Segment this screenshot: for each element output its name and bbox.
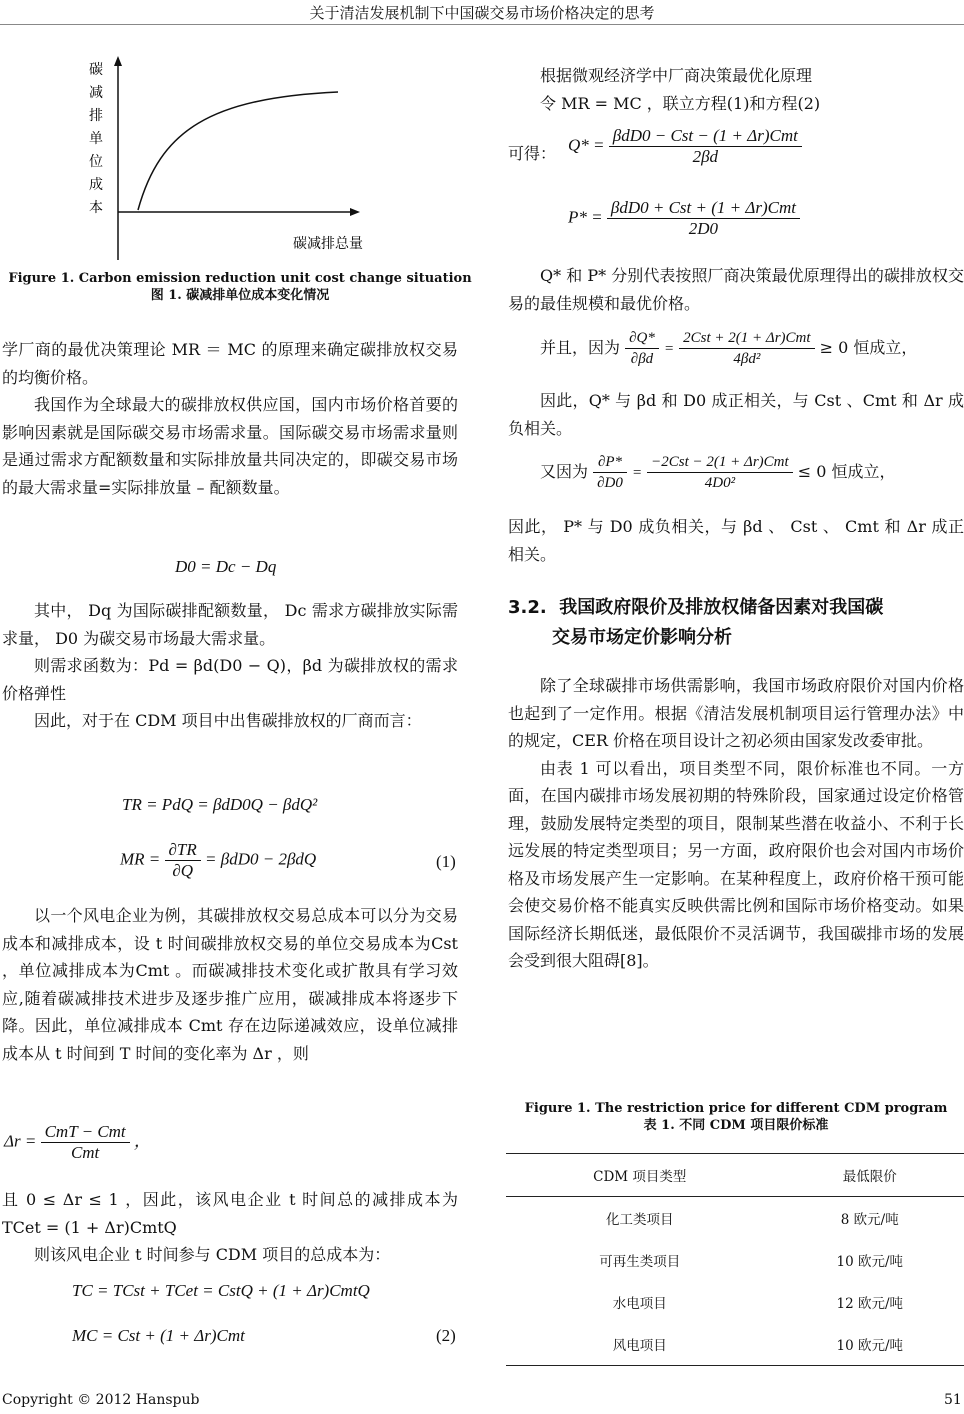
paragraph: 根据微观经济学中厂商决策最优化原理: [540, 66, 813, 85]
numerator: ∂Q*: [625, 328, 659, 349]
section-title-line2: 交易市场定价影响分析: [552, 627, 732, 648]
cell-price: 10 欧元/吨: [836, 1338, 904, 1354]
denominator: 2D0: [688, 219, 719, 238]
denominator: 4D0²: [704, 475, 736, 491]
numerator: ∂P*: [593, 452, 627, 473]
paragraph: 除了全球碳排市场供需影响，我国市场政府限价对国内价格也起到了一定作用。根据《清洁发展机制项目运行管理办法》中的规定，CER 价格在项目设计之初必须由国家发改委审批。: [508, 676, 964, 750]
ylabel-char: 单: [89, 131, 103, 147]
denominator: ∂βd: [630, 351, 654, 367]
fraction: [165, 840, 201, 881]
copyright: Copyright © 2012 Hanspub: [2, 1392, 200, 1408]
y-axis-label: [89, 62, 103, 216]
numerator: βdD0 + Cst + (1 + Δr)Cmt: [607, 198, 800, 219]
caption-en: Figure 1. The restriction price for different CDM program: [524, 1101, 948, 1116]
ylabel-char: 碳: [89, 62, 103, 78]
ylabel-char: 减: [89, 85, 103, 101]
derivative-p-line: [508, 452, 964, 493]
x-axis-label: 碳减排总量: [293, 236, 363, 252]
eq-lhs: Δr =: [4, 1131, 37, 1151]
fraction: [647, 452, 793, 493]
right-column-2: [508, 262, 964, 317]
equation-q-star: [568, 126, 802, 167]
table-header-row: [506, 1154, 964, 1197]
paragraph: 以一个风电企业为例，其碳排放权交易总成本可以分为交易成本和减排成本，设 t 时间碳排放权交易的单位交易成本为Cst ，单位减排成本为Cmt 。而碳减排技术变化或扩散具有学习效应,随着碳减排技术进步及逐步推广应用，碳减排成本将逐步下降。因此，单位减排成本 Cmt 存在边际递减效应，设单位减排成本从 t 时间到 T 时间的变化率为 Δr ，则: [2, 906, 458, 1063]
derivative-q-line: [508, 328, 964, 369]
fraction: [679, 328, 814, 369]
table-row: [506, 1323, 964, 1366]
left-column-3: [2, 902, 458, 1067]
eq-rhs: = βdD0 − 2βdQ: [205, 849, 317, 869]
numerator: βdD0 − Cst − (1 + Δr)Cmt: [609, 126, 802, 147]
cost-curve: [138, 92, 338, 210]
paragraph: Q* 和 P* 分别代表按照厂商决策最优原理得出的碳排放权交易的最佳规模和最优价格。: [508, 266, 964, 313]
left-column: [2, 336, 458, 501]
fraction: [607, 198, 800, 239]
right-column-3: [508, 387, 964, 442]
cell-price: 12 欧元/吨: [836, 1296, 904, 1312]
denominator: Cmt: [70, 1143, 100, 1162]
table-1: [506, 1153, 964, 1366]
denominator: 4βd²: [733, 351, 761, 367]
cell-type: 水电项目: [612, 1296, 667, 1312]
cell-type: 风电项目: [612, 1338, 667, 1354]
equals: =: [663, 341, 675, 357]
equation-dr: [4, 1122, 151, 1163]
section-title-line1: 我国政府限价及排放权储备因素对我国碳: [559, 597, 884, 618]
equation-d0: D0 = Dc − Dq: [175, 557, 277, 576]
figure-1-caption: [0, 270, 480, 304]
numerator: CmT − Cmt: [41, 1122, 130, 1143]
paragraph: 因此， P* 与 D0 成负相关，与 βd 、 Cst 、 Cmt 和 Δr 成正相关。: [508, 517, 964, 564]
ylabel-char: 排: [89, 108, 103, 124]
paragraph: 因此，对于在 CDM 项目中出售碳排放权的厂商而言：: [34, 711, 422, 730]
paragraph: 则需求函数为：Pd = βd(D0 − Q)，βd 为碳排放权的需求价格弹性: [2, 656, 458, 703]
text: 并且，因为: [540, 338, 621, 357]
section-number: 3.2.: [508, 597, 547, 618]
equation-mc: MC = Cst + (1 + Δr)Cmt: [72, 1326, 245, 1345]
eq-tail: ，: [133, 1131, 151, 1151]
table-row: [506, 1197, 964, 1240]
text: ≤ 0 恒成立，: [797, 462, 896, 481]
equation-tc: TC = TCst + TCet = CstQ + (1 + Δr)CmtQ: [72, 1281, 370, 1300]
cell-price: 10 欧元/吨: [836, 1254, 904, 1270]
cell-type: 化工类项目: [606, 1212, 674, 1228]
left-column-2: [2, 597, 458, 735]
table-row: [506, 1239, 964, 1281]
result-label: 可得：: [508, 144, 557, 163]
equation-mr: [120, 840, 316, 881]
caption-cn: 表 1. 不同 CDM 项目限价标准: [643, 1118, 829, 1133]
text: ≥ 0 恒成立，: [819, 338, 918, 357]
page-number: 51: [944, 1392, 962, 1408]
restriction-price-table: [506, 1153, 964, 1366]
equation-tr: TR = PdQ = βdD0Q − βdQ²: [122, 795, 318, 814]
running-header: 关于清洁发展机制下中国碳交易市场价格决定的思考: [309, 4, 655, 22]
fraction: [593, 452, 627, 493]
fraction: [41, 1122, 130, 1163]
figure-1: [60, 50, 460, 265]
eq-lhs: Q* =: [568, 135, 605, 155]
paragraph: 由表 1 可以看出，项目类型不同，限价标准也不同。一方面，在国内碳排市场发展初期的特殊阶段，国家通过设定价格管理，鼓励发展特定类型的项目，限制某些潜在收益小、不利于长远发展的特定类型项目；另一方面，政府限价也会对国内市场价格及市场发展产生一定影响。在某种程度上，政府价格干预可能会使交易价格不能真实反映供需比例和国际市场价格变动。如果国际经济长期低迷，最低限价不灵活调节，我国碳排市场的发展会受到很大阻碍[8]。: [508, 758, 964, 970]
denominator: 2βd: [692, 147, 719, 166]
paragraph: 则该风电企业 t 时间参与 CDM 项目的总成本为：: [34, 1245, 391, 1264]
paragraph: 其中， Dq 为国际碳排配额数量， Dc 需求方碳排放实际需求量， D0 为碳交易市场最大需求量。: [2, 601, 458, 648]
cell-type: 可再生类项目: [599, 1254, 681, 1270]
denominator: ∂D0: [597, 475, 623, 491]
paragraph: 且 0 ≤ Δr ≤ 1 ，因此，该风电企业 t 时间总的减排成本为 TCet = (1 + Δr)CmtQ: [2, 1190, 458, 1237]
column-header: 最低限价: [842, 1169, 897, 1185]
ylabel-char: 位: [89, 154, 103, 170]
equation-p-star: [568, 198, 800, 239]
y-axis-arrow: [114, 56, 122, 66]
caption-en: Figure 1. Carbon emission reduction unit cost change situation: [8, 271, 472, 286]
right-column-4: [508, 513, 964, 568]
paragraph: 因此，Q* 与 βd 和 D0 成正相关，与 Cst 、Cmt 和 Δr 成负相关。: [508, 391, 964, 438]
eq-lhs: P* =: [568, 207, 603, 227]
caption-cn: 图 1. 碳减排单位成本变化情况: [150, 288, 330, 303]
numerator: 2Cst + 2(1 + Δr)Cmt: [679, 328, 814, 349]
table-row: [506, 1281, 964, 1323]
x-axis-arrow: [350, 208, 360, 216]
right-column: [508, 62, 964, 117]
equation-number-1: (1): [436, 852, 456, 871]
table-1-caption: [508, 1100, 964, 1134]
numerator: ∂TR: [165, 840, 201, 861]
header-rule: [0, 24, 964, 25]
denominator: ∂Q: [172, 861, 193, 880]
column-header: CDM 项目类型: [593, 1169, 687, 1185]
equation-number-2: (2): [436, 1326, 456, 1345]
section-heading-3-2: [508, 593, 964, 653]
fraction: [609, 126, 802, 167]
left-column-4: [2, 1186, 458, 1269]
cell-price: 8 欧元/吨: [840, 1212, 899, 1228]
cost-curve-chart: [60, 50, 460, 265]
paragraph: 学厂商的最优决策理论 MR ＝ MC 的原理来确定碳排放权交易的均衡价格。: [2, 340, 458, 387]
paragraph: 令 MR = MC ，联立方程(1)和方程(2): [540, 93, 821, 113]
ylabel-char: 成: [89, 177, 103, 193]
equals: =: [631, 465, 643, 481]
ylabel-char: 本: [89, 200, 103, 216]
paragraph: 我国作为全球最大的碳排放权供应国，国内市场价格首要的影响因素就是国际碳交易市场需求量。国际碳交易市场需求量则是通过需求方配额数量和实际排放量共同决定的，即碳交易市场的最大需求量=实际排放量 – 配额数量。: [2, 395, 458, 497]
text: 又因为: [540, 462, 589, 481]
fraction: [625, 328, 659, 369]
numerator: −2Cst − 2(1 + Δr)Cmt: [647, 452, 793, 473]
eq-lhs: MR =: [120, 849, 161, 869]
right-column-5: [508, 672, 964, 975]
